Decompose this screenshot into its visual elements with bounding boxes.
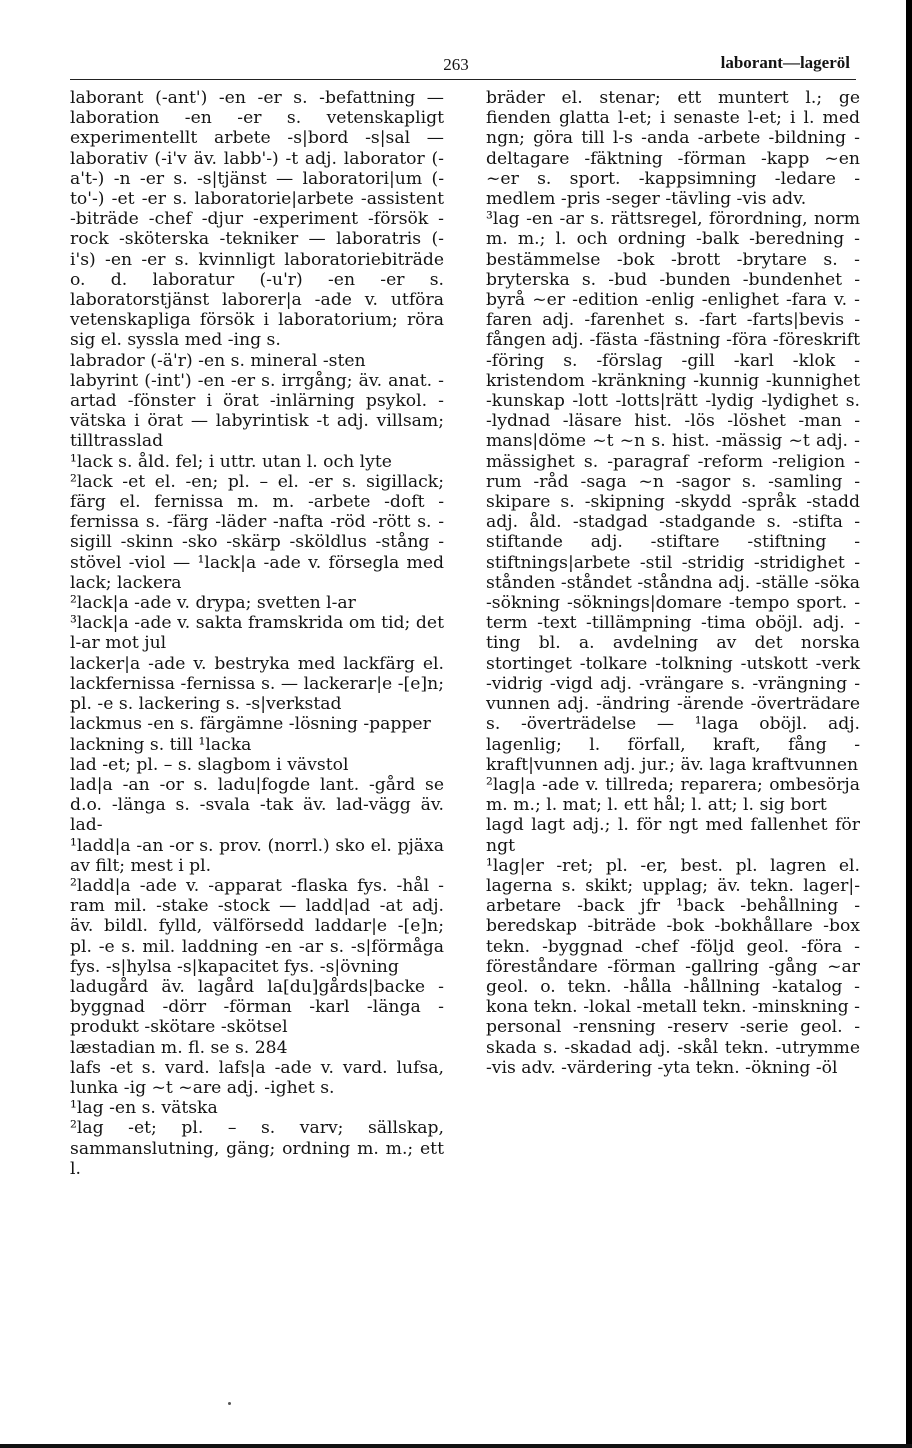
entry-lack-1: ¹lack s. åld. fel; i uttr. utan l. och lyte xyxy=(70,451,392,472)
entry-lackmus: lackmus -en s. färgämne -lösning -papper xyxy=(70,714,431,735)
header-rule xyxy=(70,79,856,80)
running-title: laborant—lageröl xyxy=(720,53,850,72)
scan-edge-right xyxy=(906,0,912,1448)
entry-lag-2-continued: bräder el. stenar; ett muntert l.; ge fienden glatta l-et; i senaste l-et; i l. med ngn; göra till l-s -anda -arbete -bildning -deltagare -fäktning -förman -kapp ~en ~er s. sport. -kappsimning -ledare -medlem -pris -seger -tävling -vis adv. xyxy=(486,88,860,210)
entry-labyrint: labyrint (-int') -en -er s. irrgång; äv. anat. -artad -fönster i örat -inlärning psykol. -vätska i örat — labyrintisk -t adj. villsam; tilltrasslad xyxy=(70,370,444,452)
entry-laborant: laborant (-ant') -en -er s. -befattning — laboration -en -er s. vetenskapligt experimentellt arbete -s|bord -s|sal — laborativ (-i'v äv. labb'-) -t adj. laborator (-a't-) -n -er s. -s|tjänst — laboratori|um (-to'-) -et -er s. laboratorie|arbete -assistent -biträde -chef -djur -experiment -försök -rock -sköterska -tekniker — laboratris (-i's) -en -er s. kvinnligt laboratoriebiträde o. d. laboratur (-u'r) -en -er s. laboratorstjänst laborer|a -ade v. utföra vetenskapliga försök i laboratorium; röra sig el. syssla med -ing s. xyxy=(70,88,444,351)
entry-lafs: lafs -et s. vard. lafs|a -ade v. vard. lufsa, lunka -ig ~t ~are adj. -ighet s. xyxy=(70,1057,444,1098)
entry-lag-3: ³lag -en -ar s. rättsregel, förordning, norm m. m.; l. och ordning -balk -beredning -bestämmelse -bok -brott -brytare s. -bryterska s. -bud -bunden -bundenhet -byrå ~er -edition -enlig -enlighet -fara v. -faren adj. -farenhet s. -fart -farts|bevis -fången adj. -fästa -fästning -föra -föreskrift -föring s. -förslag -gill -karl -klok -kristendom -kränkning -kunnig -kunnighet -kunskap -lott -lotts|rätt -lydig -lydighet s. -lydnad -läsare hist. -lös -löshet -man -mans|döme ~t ~n s. hist. -mässig ~t adj. -mässighet s. -paragraf -reform -religion -rum -råd -saga ~n -sagor s. -samling -skipare s. -skipning -skydd -språk -stadd adj. åld. -stadgad -stadgande s. -stifta -stiftande adj. -stiftare -stiftning -stiftnings|arbete -stil -stridig -stridighet -stånden -ståndet -ståndna adj. -ställe -söka -sökning -söknings|domare -tempo sport. -term -text -tillämpning -tima oböjl. adj. -ting bl. a. avdelning av det norska stortinget -tolkare -tolkning -utskott -verk -vidrig -vigd adj. -vrängare s. -vrängning -vunnen adj. -ändring -ärende -överträdare s. -överträdelse — ¹laga oböjl. adj. lagenlig; l. förfall, kraft, fång -kraft|vunnen adj. jur.; äv. laga kraftvunnen xyxy=(486,209,860,775)
entry-ladda-1: ¹ladd|a -an -or s. prov. (norrl.) sko el. pjäxa av filt; mest i pl. xyxy=(70,835,444,876)
entry-lacka-3: ³lack|a -ade v. sakta framskrida om tid; det l-ar mot jul xyxy=(70,613,444,654)
entry-lagd: lagd lagt adj.; l. för ngt med fallenhet för ngt xyxy=(486,815,860,856)
left-column xyxy=(70,88,444,1179)
entry-lacka-2: ²lack|a -ade v. drypa; svetten l-ar xyxy=(70,593,356,614)
entry-lag-1: ¹lag -en s. vätska xyxy=(70,1098,218,1119)
entry-lager-1: ¹lag|er -ret; pl. -er, best. pl. lagren el. lagerna s. skikt; upplag; äv. tekn. lager|-arbetare -back jfr ¹back -behållning -beredskap -biträde -bok -bokhållare -box tekn. -byggnad -chef -följd geol. -föra -föreståndare -förman -gallring -gång ~ar geol. o. tekn. -hålla -hållning -katalog -kona tekn. -lokal -metall tekn. -minskning -personal -rensning -reserv -serie geol. -skada s. -skadad adj. -skål tekn. -utrymme -vis adv. -värdering -yta tekn. -ökning -öl xyxy=(486,855,860,1078)
entry-ladda-2: ²ladd|a -ade v. -apparat -flaska fys. -hål -ram mil. -stake -stock — ladd|ad -at adj. äv. bildl. fylld, välförsedd laddar|e -[e]n; pl. -e s. mil. laddning -en -ar s. -s|förmåga fys. -s|hylsa -s|kapacitet fys. -s|övning xyxy=(70,875,444,977)
entry-laga-2: ²lag|a -ade v. tillreda; reparera; ombesörja m. m.; l. mat; l. ett hål; l. att; l. sig bort xyxy=(486,774,860,816)
entry-lag-2: ²lag -et; pl. – s. varv; sällskap, sammanslutning, gäng; ordning m. m.; ett l. xyxy=(70,1118,444,1179)
scan-edge-bottom xyxy=(0,1444,912,1448)
print-speck xyxy=(228,1402,231,1405)
page-number: 263 xyxy=(443,55,469,74)
entry-ladugard: ladugård äv. lagård la[du]gårds|backe -byggnad -dörr -förman -karl -länga -produkt -skötare -skötsel xyxy=(70,976,444,1038)
entry-lackera: lacker|a -ade v. bestryka med lackfärg el. lackfernissa -fernissa s. — lackerar|e -[e]n; pl. -e s. lackering s. -s|verkstad xyxy=(70,653,444,715)
entry-lackning: lackning s. till ¹lacka xyxy=(70,734,252,755)
entry-laestadian: læstadian m. fl. se s. 284 xyxy=(70,1037,288,1058)
right-column xyxy=(486,88,860,1078)
entry-labrador: labrador (-ä'r) -en s. mineral -sten xyxy=(70,350,366,371)
entry-lada: lad|a -an -or s. ladu|fogde lant. -gård se d.o. -länga s. -svala -tak äv. lad-vägg äv. lad- xyxy=(70,774,444,836)
entry-lad: lad -et; pl. – s. slagbom i vävstol xyxy=(70,754,349,775)
entry-lack-2: ²lack -et el. -en; pl. – el. -er s. sigillack; färg el. fernissa m. m. -arbete -doft -fernissa s. -färg -läder -nafta -röd -rött s. -sigill -skinn -sko -skärp -sköldlus -stång -stövel -viol — ¹lack|a -ade v. försegla med lack; lackera xyxy=(70,471,444,593)
